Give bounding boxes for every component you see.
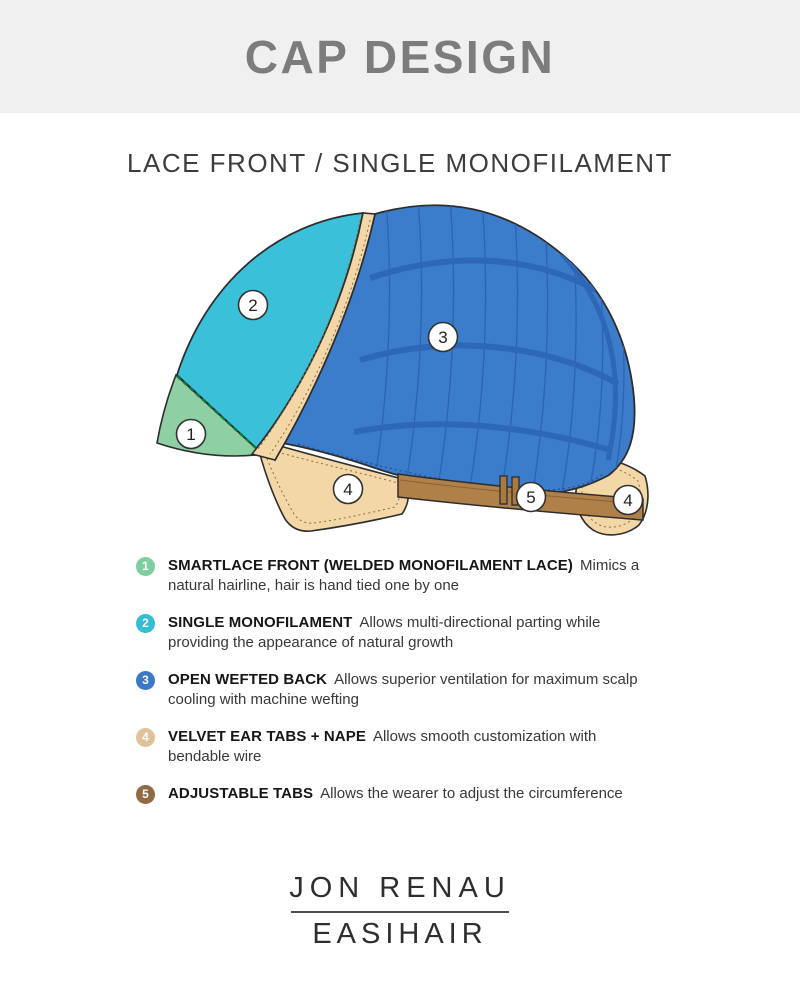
cap-subtitle: LACE FRONT / SINGLE MONOFILAMENT: [127, 148, 673, 178]
legend-text-3: [168, 670, 643, 710]
svg-text:2: 2: [248, 296, 258, 315]
callout-2-monofilament: [239, 291, 268, 320]
legend: [136, 556, 683, 804]
legend-description-2: Allows multi-directional parting while providing the appearance of natural growth: [168, 614, 601, 651]
legend-text-5: [168, 784, 623, 804]
legend-item-open-wefted-back: [136, 670, 683, 710]
legend-text-4: [168, 727, 598, 767]
legend-badge-1: 1: [136, 557, 155, 576]
header-band: [0, 0, 800, 113]
brand-name-jon-renau: JON RENAU: [289, 872, 511, 904]
svg-text:4: 4: [623, 491, 633, 510]
callout-5-adjustable-tab: [517, 483, 546, 512]
svg-text:1: 1: [186, 425, 196, 444]
legend-description-3: Allows superior ventilation for maximum scalp cooling with machine wefting: [168, 671, 638, 708]
svg-text:5: 5: [526, 488, 536, 507]
svg-text:4: 4: [343, 480, 353, 499]
legend-text-1: [168, 556, 683, 596]
legend-label-1: SMARTLACE FRONT (WELDED MONOFILAMENT LACE): [168, 557, 573, 574]
svg-text:3: 3: [438, 328, 448, 347]
legend-badge-4: 4: [136, 728, 155, 747]
legend-label-5: ADJUSTABLE TABS: [168, 785, 314, 802]
legend-label-2: SINGLE MONOFILAMENT: [168, 614, 353, 631]
callout-4-nape-tab: [614, 486, 643, 515]
legend-label-4: VELVET EAR TABS + NAPE: [168, 728, 366, 745]
legend-item-smartlace-front: [136, 556, 683, 596]
brand-name-easihair: EASIHAIR: [312, 918, 488, 950]
callout-1-front: [177, 420, 206, 449]
legend-description-1: Mimics a natural hairline, hair is hand tied one by one: [168, 557, 640, 594]
legend-description-5: Allows the wearer to adjust the circumference: [320, 785, 623, 802]
legend-item-single-monofilament: [136, 613, 683, 653]
legend-label-3: OPEN WEFTED BACK: [168, 671, 328, 688]
legend-badge-2: 2: [136, 614, 155, 633]
callout-4-ear-tab: [334, 475, 363, 504]
callout-3-wefted-back: [429, 323, 458, 352]
legend-badge-5: 5: [136, 785, 155, 804]
legend-item-adjustable-tabs: [136, 784, 683, 804]
legend-text-2: [168, 613, 613, 653]
brand-footer: [0, 872, 800, 951]
page-title: CAP DESIGN: [244, 30, 556, 83]
legend-description-4: Allows smooth customization with bendable wire: [168, 728, 597, 765]
legend-badge-3: 3: [136, 671, 155, 690]
strap-buckle: [500, 476, 507, 504]
legend-item-velvet-ear-tabs: [136, 727, 683, 767]
brand-divider-line: [291, 911, 509, 913]
cap-diagram: [148, 192, 668, 552]
